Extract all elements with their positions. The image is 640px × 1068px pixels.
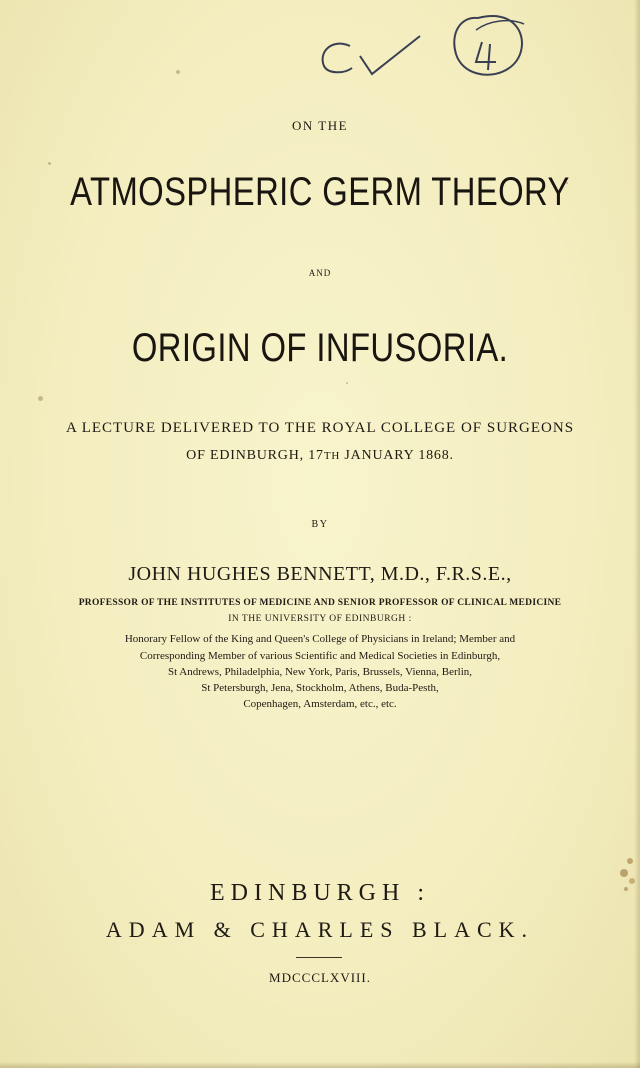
subtitle-line-2-end: JANUARY 1868.	[340, 448, 454, 463]
imprint-year: MDCCCLXVIII.	[269, 970, 371, 985]
title-line-2: ORIGIN OF INFUSORIA.	[131, 326, 509, 370]
ink-speck	[48, 162, 51, 165]
ink-speck	[176, 70, 180, 74]
honours-line: St Andrews, Philadelphia, New York, Paris, Brussels, Vienna, Berlin,	[167, 666, 473, 678]
honours-line: St Petersburgh, Jena, Stockholm, Athens, Buda-Pesth,	[201, 682, 439, 694]
by-text: BY	[311, 519, 329, 530]
honours-line: Corresponding Member of various Scientific and Medical Societies in Edinburgh,	[139, 650, 501, 662]
author-position-line-1: PROFESSOR OF THE INSTITUTES OF MEDICINE AND SENIOR PROFESSOR OF CLINICAL MEDICINE	[78, 598, 562, 608]
ink-speck	[566, 182, 568, 184]
handwritten-annotation	[310, 8, 540, 88]
ink-speck	[38, 396, 43, 401]
imprint-publisher: ADAM & CHARLES BLACK.	[105, 917, 535, 942]
author-position-line-2: IN THE UNIVERSITY OF EDINBURGH :	[228, 614, 412, 624]
page-edge-right	[634, 0, 640, 1068]
imprint-city: EDINBURGH :	[210, 880, 430, 906]
conjunction-text: AND	[308, 268, 332, 278]
prefix-text: ON THE	[291, 118, 349, 133]
page-edge-bottom	[0, 1062, 640, 1068]
ink-speck	[346, 382, 348, 384]
honours-line: Honorary Fellow of the King and Queen's College of Physicians in Ireland; Member and	[124, 633, 516, 645]
subtitle-line-2	[0, 448, 640, 464]
author-name: JOHN HUGHES BENNETT, M.D., F.R.S.E.,	[128, 563, 512, 585]
subtitle-line-2-start: OF EDINBURGH, 17	[186, 448, 324, 463]
honours-line: Copenhagen, Amsterdam, etc., etc.	[243, 698, 397, 710]
subtitle-line-1: A LECTURE DELIVERED TO THE ROYAL COLLEGE OF SURGEONS	[65, 420, 575, 436]
title-line-1: ATMOSPHERIC GERM THEORY	[70, 170, 570, 214]
subtitle-ordinal-suffix: TH	[323, 450, 341, 462]
imprint-divider	[296, 957, 342, 958]
